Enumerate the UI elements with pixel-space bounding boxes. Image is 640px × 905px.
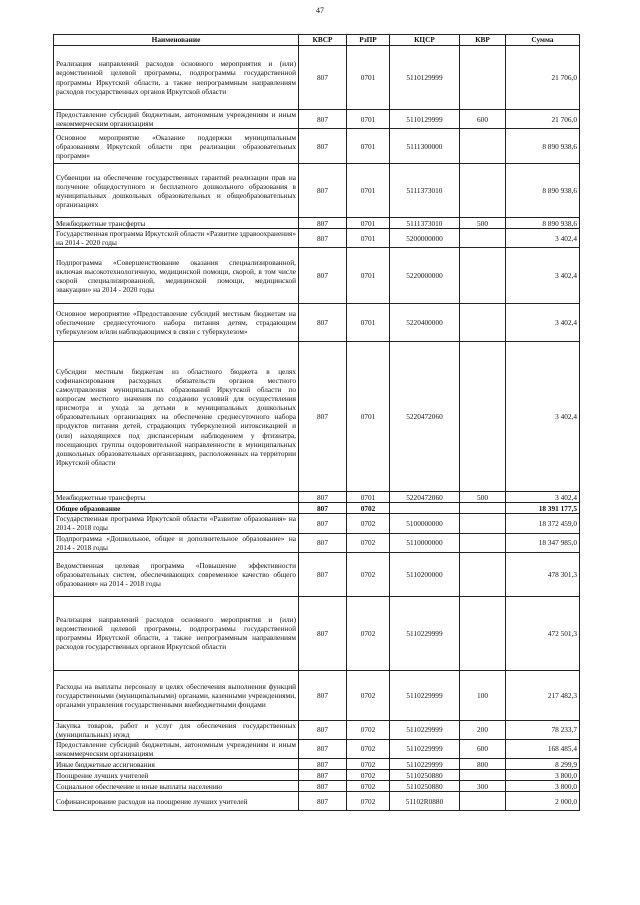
row-kvsr: 807: [299, 514, 347, 533]
row-kcsr: 5220400000: [390, 304, 460, 342]
row-name: Предоставление субсидий бюджетным, автономным учреждениям и иным некоммерческим организациям: [54, 739, 299, 758]
row-rzpr: 0702: [347, 792, 390, 811]
row-kcsr: 5220472060: [390, 492, 460, 503]
row-kvr: [460, 503, 506, 514]
table-row: [54, 342, 580, 492]
row-kcsr: 5111373010: [390, 164, 460, 218]
row-kvr: [460, 596, 506, 670]
row-kcsr: 5110250880: [390, 770, 460, 781]
table-row: [54, 492, 580, 503]
row-rzpr: 0702: [347, 739, 390, 758]
row-kcsr: 5110200000: [390, 552, 460, 596]
row-kvsr: 807: [299, 229, 347, 248]
row-kvsr: 807: [299, 670, 347, 720]
row-name: Реализация направлений расходов основного мероприятия и (или) ведомственной целевой программы, подпрограммы государственной программы Иркутской области, а также непрограммным направлениям расходов государственных органов Иркутской области: [54, 596, 299, 670]
row-kvr: 200: [460, 720, 506, 739]
table-row: [54, 304, 580, 342]
row-kvr: 300: [460, 781, 506, 792]
table-row: [54, 759, 580, 770]
row-sum: 3 402,4: [506, 304, 580, 342]
row-sum: 18 347 985,0: [506, 533, 580, 552]
header-sum: Сумма: [506, 35, 580, 46]
row-rzpr: 0702: [347, 533, 390, 552]
row-sum: 8 890 938,6: [506, 164, 580, 218]
row-kvr: 500: [460, 492, 506, 503]
row-kvsr: 807: [299, 720, 347, 739]
row-rzpr: 0702: [347, 720, 390, 739]
row-name: Предоставление субсидий бюджетным, автономным учреждениям и иным некоммерческим организациям: [54, 110, 299, 129]
row-kvsr: 807: [299, 533, 347, 552]
row-name: Государственная программа Иркутской области «Развитие образования» на 2014 - 2018 годы: [54, 514, 299, 533]
row-name: Субвенции на обеспечение государственных гарантий реализации прав на получение общедоступного и бесплатного дошкольного образования в муниципальных дошкольных образовательных и общеобразовательных организациях: [54, 164, 299, 218]
row-kcsr: 5110229999: [390, 739, 460, 758]
row-sum: 168 485,4: [506, 739, 580, 758]
row-sum: 18 372 459,0: [506, 514, 580, 533]
row-name: Подпрограмма «Дошкольное, общее и дополнительное образование» на 2014 - 2018 годы: [54, 533, 299, 552]
header-kvr: КВР: [460, 35, 506, 46]
row-kvsr: 807: [299, 164, 347, 218]
row-name: Основное мероприятие «Предоставление субсидий местным бюджетам на обеспечение среднесуточного набора питания детям, страдающим туберкулезом и/или наблюдающимся в связи с туберкулезом»: [54, 304, 299, 342]
row-sum: 3 402,4: [506, 492, 580, 503]
row-kvsr: 807: [299, 781, 347, 792]
row-kvsr: 807: [299, 342, 347, 492]
table-row: [54, 552, 580, 596]
table-row: [54, 248, 580, 304]
row-kvsr: 807: [299, 248, 347, 304]
row-sum: 8 299,9: [506, 759, 580, 770]
table-header-row: [54, 35, 580, 46]
row-kcsr: 5110229999: [390, 596, 460, 670]
row-name: Софинансирование расходов на поощрение лучших учителей: [54, 792, 299, 811]
row-rzpr: 0701: [347, 248, 390, 304]
row-kvr: [460, 229, 506, 248]
row-name: Закупка товаров, работ и услуг для обеспечения государственных (муниципальных) нужд: [54, 720, 299, 739]
row-name: Государственная программа Иркутской области «Развитие здравоохранения» на 2014 - 2020 годы: [54, 229, 299, 248]
row-kcsr: 5100000000: [390, 514, 460, 533]
table-row: [54, 739, 580, 758]
row-sum: 217 482,3: [506, 670, 580, 720]
table-row: [54, 792, 580, 811]
row-rzpr: 0702: [347, 781, 390, 792]
row-name: Общее образование: [54, 503, 299, 514]
row-rzpr: 0701: [347, 342, 390, 492]
row-sum: 18 391 177,5: [506, 503, 580, 514]
row-kvsr: 807: [299, 739, 347, 758]
row-kvsr: 807: [299, 218, 347, 229]
table-row: [54, 110, 580, 129]
header-name: Наименование: [54, 35, 299, 46]
row-sum: 3 800,0: [506, 770, 580, 781]
row-kvr: [460, 304, 506, 342]
row-rzpr: 0702: [347, 552, 390, 596]
table-row: [54, 129, 580, 164]
header-rzpr: РзПР: [347, 35, 390, 46]
row-kvr: [460, 129, 506, 164]
row-kvr: 600: [460, 110, 506, 129]
table-body: [54, 46, 580, 811]
row-rzpr: 0701: [347, 129, 390, 164]
row-kvsr: 807: [299, 759, 347, 770]
budget-table: [53, 34, 580, 811]
row-kcsr: 5111373010: [390, 218, 460, 229]
table-row: [54, 720, 580, 739]
row-kvsr: 807: [299, 46, 347, 110]
row-rzpr: 0702: [347, 670, 390, 720]
row-kvr: [460, 342, 506, 492]
row-kvr: [460, 533, 506, 552]
table-row: [54, 218, 580, 229]
row-name: Социальное обеспечение и иные выплаты населению: [54, 781, 299, 792]
row-kcsr: 5200000000: [390, 229, 460, 248]
row-rzpr: 0701: [347, 110, 390, 129]
row-kcsr: 5111300000: [390, 129, 460, 164]
row-sum: 3 402,4: [506, 342, 580, 492]
row-kcsr: 5220472060: [390, 342, 460, 492]
row-rzpr: 0701: [347, 304, 390, 342]
row-kcsr: 5110229999: [390, 759, 460, 770]
row-kvsr: 807: [299, 110, 347, 129]
row-kvr: 100: [460, 670, 506, 720]
row-rzpr: 0701: [347, 164, 390, 218]
row-name: Межбюджетные трансферты: [54, 218, 299, 229]
row-name: Подпрограмма «Совершенствование оказания специализированной, включая высокотехнологичную, медицинской помощи, скорой, в том числе скорой специализированной, медицинской помощи, медицинской эвакуации» на 2014 - 2020 годы: [54, 248, 299, 304]
row-name: Реализация направлений расходов основного мероприятия и (или) ведомственной целевой программы, подпрограммы государственной программы Иркутской области, а также непрограммным направлениям расходов государственных органов Иркутской области: [54, 46, 299, 110]
row-kcsr: 5110229999: [390, 720, 460, 739]
row-sum: 3 402,4: [506, 248, 580, 304]
row-kvr: 800: [460, 759, 506, 770]
table-row: [54, 781, 580, 792]
row-kcsr: 5110129999: [390, 110, 460, 129]
row-kcsr: 5110229999: [390, 670, 460, 720]
row-kvsr: 807: [299, 792, 347, 811]
row-kvsr: 807: [299, 304, 347, 342]
row-rzpr: 0702: [347, 596, 390, 670]
row-name: Ведомственная целевая программа «Повышение эффективности образовательных систем, обеспечивающих современное качество общего образования» на 2014 - 2018 годы: [54, 552, 299, 596]
row-kvsr: 807: [299, 492, 347, 503]
table-row: [54, 514, 580, 533]
row-name: Поощрение лучших учителей: [54, 770, 299, 781]
row-sum: 472 501,3: [506, 596, 580, 670]
row-kcsr: 5220000000: [390, 248, 460, 304]
row-kvr: 500: [460, 218, 506, 229]
row-kcsr: 5110129999: [390, 46, 460, 110]
page-number: 47: [316, 6, 324, 15]
row-kvr: [460, 514, 506, 533]
row-kcsr: 5110250880: [390, 781, 460, 792]
table-row: [54, 229, 580, 248]
row-name: Межбюджетные трансферты: [54, 492, 299, 503]
header-kcsr: КЦСР: [390, 35, 460, 46]
row-kvr: [460, 164, 506, 218]
row-kvsr: 807: [299, 129, 347, 164]
header-kvsr: КВСР: [299, 35, 347, 46]
table-row: [54, 770, 580, 781]
table-row: [54, 164, 580, 218]
table-row: [54, 596, 580, 670]
table-row: [54, 46, 580, 110]
row-rzpr: 0701: [347, 218, 390, 229]
row-kvr: 600: [460, 739, 506, 758]
row-rzpr: 0701: [347, 229, 390, 248]
row-name: Субсидии местным бюджетам из областного бюджета в целях софинансирования расходных обязательств органов местного самоуправления муниципальных образований Иркутской области по вопросам местного значения по созданию условий для осуществления присмотра и ухода за детьми в муниципальных дошкольных образовательных организациях на обеспечение среднесуточного набора продуктов питания детей, страдающих туберкулезной интоксикацией и (или) находящихся под диспансерным наблюдением у фтизиатра, посещающих группы оздоровительной направленности в муниципальных дошкольных образовательных организациях, расположенных на территории Иркутской области: [54, 342, 299, 492]
row-sum: 2 000,0: [506, 792, 580, 811]
row-sum: 21 706,0: [506, 110, 580, 129]
row-kvsr: 807: [299, 596, 347, 670]
row-kcsr: 5110000000: [390, 533, 460, 552]
row-rzpr: 0701: [347, 492, 390, 503]
row-sum: 3 800,0: [506, 781, 580, 792]
row-sum: 21 706,0: [506, 46, 580, 110]
row-kvr: [460, 552, 506, 596]
table-row: [54, 503, 580, 514]
row-rzpr: 0702: [347, 514, 390, 533]
row-sum: 478 301,3: [506, 552, 580, 596]
row-kvsr: 807: [299, 770, 347, 781]
row-sum: 8 890 938,6: [506, 218, 580, 229]
row-name: Иные бюджетные ассигнования: [54, 759, 299, 770]
row-kvr: [460, 248, 506, 304]
row-name: Расходы на выплаты персоналу в целях обеспечения выполнения функций государственными (муниципальными) органами, казенными учреждениями, органами управления государственными внебюджетными фондами: [54, 670, 299, 720]
row-kcsr: [390, 503, 460, 514]
row-kvsr: 807: [299, 552, 347, 596]
row-kvr: [460, 46, 506, 110]
row-kvr: [460, 792, 506, 811]
row-kvsr: 807: [299, 503, 347, 514]
table-row: [54, 533, 580, 552]
row-rzpr: 0702: [347, 770, 390, 781]
row-kcsr: 51102R0880: [390, 792, 460, 811]
row-rzpr: 0701: [347, 46, 390, 110]
row-sum: 3 402,4: [506, 229, 580, 248]
row-rzpr: 0702: [347, 759, 390, 770]
row-rzpr: 0702: [347, 503, 390, 514]
row-name: Основное мероприятие «Оказание поддержки муниципальным образованиям Иркутской области при реализации образовательных программ»: [54, 129, 299, 164]
table-row: [54, 670, 580, 720]
row-sum: 8 890 938,6: [506, 129, 580, 164]
row-sum: 78 233,7: [506, 720, 580, 739]
row-kvr: [460, 770, 506, 781]
